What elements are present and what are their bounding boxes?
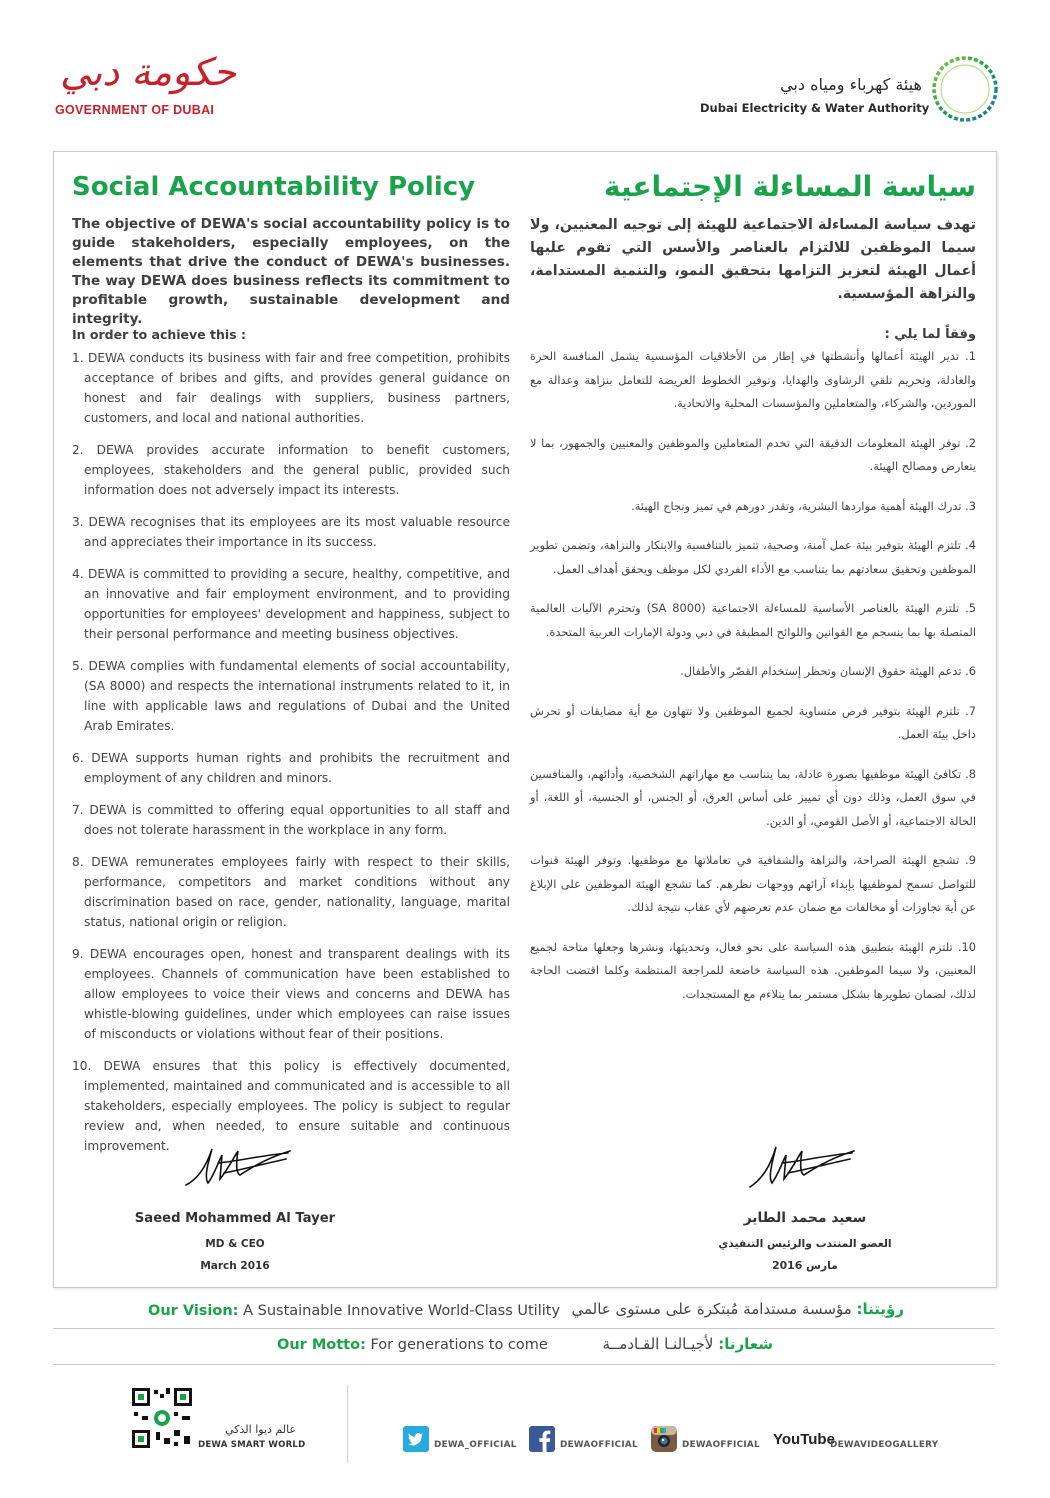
motto-english — [277, 1337, 548, 1353]
divider — [53, 1328, 995, 1329]
list-item: 3. تدرك الهيئة أهمية مواردها البشرية، وتقدر دورهم في تميز ونجاح الهيئة. — [631, 498, 976, 513]
twitter-icon — [403, 1426, 429, 1452]
vision-text: A Sustainable Innovative World-Class Utility — [238, 1303, 561, 1319]
signatory-name-arabic: سعيد محمد الطاير — [743, 1210, 867, 1226]
signatory-date-english: March 2016 — [200, 1260, 270, 1272]
youtube-handle: DEWAVIDEOGALLERY — [830, 1440, 939, 1450]
list-item: 5. DEWA complies with fundamental elements of social accountability, (SA 8000) and respects the international instruments related to it, in line with applicable laws and regulations of Dubai and the United Arab Emirates. — [72, 659, 510, 733]
list-item: 8. DEWA remunerates employees fairly with respect to their skills, performance, competitors and market conditions without any discrimination based on race, gender, nationality, language, marital status, national origin or religion. — [72, 855, 510, 929]
list-item: 2. توفر الهيئة المعلومات الدقيقة التي تخدم المتعاملين والموظفين والمعنيين والجمهور، بما لا يتعارض ومصالح الهيئة. — [530, 435, 976, 473]
list-item: 1. تدير الهيئة أعمالها وأنشطتها في إطار من الأخلاقيات المؤسسية يشمل المنافسة الحرة والعادلة، وتحريم تلقي الرشاوى والهدايا، وتوفير الخطوط العريضة للتعامل بنزاهة وعدالة مع الموردين، والشركاء، والمتعاملين والمؤسسات المحلية والاتحادية. — [530, 349, 976, 410]
youtube-logo-you: YouTube — [773, 1431, 835, 1448]
list-item: 9. تشجع الهيئة الصراحة، والنزاهة والشفافية في تعاملاتها مع موظفيها. وتوفر الهيئة قنوات للتواصل تسمح لموظفيها بإبداء آرائهم ووجهات نظرهم. كما تشجع الهيئة الموظفين على الإبلاغ عن أية تجاوزات أو مخالفات مع ضمان عدم تعرضهم لأي عقاب نتيجة لذلك. — [530, 853, 976, 914]
list-item: 10. DEWA ensures that this policy is effectively documented, implemented, maintained and communicated and is accessible to all stakeholders, especially employees. The policy is subject to regular review and, when needed, to ensure suitable and continuous improvement. — [72, 1059, 510, 1153]
dewa-name-english: Dubai Electricity & Water Authority — [700, 101, 930, 115]
list-item: 4. تلتزم الهيئة بتوفير بيئة عمل آمنة، وصحية، تتميز بالتنافسية والابتكار والنزاهة، وتضمن تطوير الموظفين وتحقيق سعادتهم بما يتناسب مع الأداء الفردي لكل موظف ويحقق أهداف العمل. — [530, 538, 976, 576]
vision-label: رؤيتنا: — [856, 1300, 904, 1318]
instagram-handle: DEWAOFFICIAL — [682, 1440, 760, 1450]
title-english: Social Accountability Policy — [72, 172, 476, 202]
signatory-name-english: Saeed Mohammed Al Tayer — [134, 1211, 336, 1226]
list-item: 2. DEWA provides accurate information to benefit customers, employees, stakeholders and the general public, provided such information does not adversely impact its interests. — [72, 443, 510, 497]
list-item: 9. DEWA encourages open, honest and transparent dealings with its employees. Channels of communication have been established to allow employees to voice their views and concerns and DEWA has whistle-blowing guidelines, under which employees can raise issues of misconducts or violations without fear of their positions. — [72, 947, 510, 1041]
twitter-handle: DEWA_OFFICIAL — [434, 1440, 517, 1450]
divider — [347, 1385, 348, 1463]
twitter-link[interactable] — [403, 1426, 517, 1452]
signature-image — [742, 1133, 862, 1193]
list-item: 1. DEWA conducts its business with fair and free competition, prohibits acceptance of bribes and gifts, and provides general guidance on honest and fair dealings with suppliers, business partners, customers, and local and national authorities. — [72, 351, 510, 425]
motto-label: Our Motto: — [277, 1337, 366, 1353]
youtube-icon — [773, 1426, 835, 1452]
instagram-icon — [651, 1426, 677, 1452]
motto-label: شعارنا: — [718, 1335, 773, 1353]
youtube-link[interactable] — [773, 1426, 938, 1452]
list-item: 10. تلتزم الهيئة بتطبيق هذه السياسة على نحو فعال، وتحديثها، ونشرها وجعلها متاحة لجميع المعنيين، ولا سيما الموظفين. هذه السياسة خاضعة للمراجعة المنتظمة وكلما اقتضت الحاجة لذلك، لضمان تطويرها بشكل مستمر بما يتلاءم مع المستجدات. — [530, 939, 976, 1001]
qr-code-icon[interactable] — [130, 1386, 194, 1450]
facebook-link[interactable] — [529, 1426, 638, 1452]
lead-paragraph-english: The objective of DEWA's social accountability policy is to guide stakeholders, especially employees, on the elements that drive the conduct of DEWA's businesses. The way DEWA does business reflects its commitment to profitable growth, sustainable development and integrity. — [72, 216, 510, 327]
motto-text: For generations to come — [365, 1337, 548, 1353]
vision-arabic — [560, 1300, 904, 1318]
motto-arabic — [540, 1335, 773, 1353]
vision-label: Our Vision: — [148, 1303, 239, 1319]
list-item: 3. DEWA recognises that its employees are its most valuable resource and appreciates their importance in its success. — [72, 515, 510, 549]
list-item: 8. تكافئ الهيئة موظفيها بصورة عادلة، بما يتناسب مع مهاراتهم الشخصية، وأدائهم، والمنافسين في سوق العمل، وذلك دون أي تمييز على أساس العرق، أو الجنس، أو الجنسية، أو اللغة، أو الحالة الاجتماعية، أو الأصل القومي، أو الدين. — [530, 766, 976, 828]
signatory-role-english: MD & CEO — [205, 1238, 265, 1250]
vision-text: مؤسسة مستدامة مُبتكرة على مستوى عالمي — [571, 1300, 857, 1318]
signatory-date-arabic: مارس 2016 — [772, 1259, 838, 1272]
title-arabic: سياسة المساءلة الإجتماعية — [603, 170, 976, 203]
signature-image — [178, 1133, 298, 1193]
dewa-logo-icon — [928, 52, 1002, 126]
list-item: 6. DEWA supports human rights and prohibits the recruitment and employment of any children and minors. — [72, 751, 510, 785]
subheading-arabic: وفقاً لما يلي : — [884, 327, 976, 342]
lead-paragraph-arabic: تهدف سياسة المساءلة الاجتماعية للهيئة إلى توجيه المعنيين، ولا سيما الموظفين للالتزام بالعناصر والأسس التي تقوم عليها أعمال الهيئة لتعزيز التزامها بتحقيق النمو، والتنمية المستدامة، والنزاهة المؤسسية. — [530, 217, 976, 302]
motto-text: لأجيـالنـا القـادمــة — [602, 1335, 719, 1353]
gov-logo-english: GOVERNMENT OF DUBAI — [55, 103, 215, 117]
vision-english — [148, 1303, 560, 1319]
instagram-link[interactable] — [651, 1426, 760, 1452]
list-item: 6. تدعم الهيئة حقوق الإنسان وتحظر إستخدام القصّر والأطفال. — [680, 664, 976, 678]
smart-world-english: DEWA SMART WORLD — [198, 1440, 306, 1450]
list-item: 7. DEWA is committed to offering equal opportunities to all staff and does not tolerate harassment in the workplace in any form. — [72, 803, 510, 837]
facebook-handle: DEWAOFFICIAL — [560, 1440, 638, 1450]
signatory-role-arabic: العضو المنتدب والرئيس التنفيذي — [718, 1237, 892, 1250]
policy-list-english — [72, 348, 510, 1156]
divider — [53, 1364, 995, 1365]
list-item: 5. تلتزم الهيئة بالعناصر الأساسية للمساءلة الاجتماعية (SA 8000) وتحترم الآليات العالمية المتصلة بها بما ينسجم مع القوانين واللوائح المطبقة في دبي ودولة الإمارات العربية المتحدة. — [530, 601, 977, 639]
dewa-name-arabic: هيئة كهرباء ومياه دبي — [780, 75, 922, 94]
policy-list-arabic — [530, 345, 976, 1006]
facebook-icon — [529, 1426, 555, 1452]
gov-logo-arabic: حكومة دبي — [60, 50, 237, 94]
list-item: 7. تلتزم الهيئة بتوفير فرص متساوية لجميع الموظفين ولا تتهاون مع أية مضايقات أو تحرش داخل بيئة العمل. — [530, 703, 976, 741]
smart-world-arabic: عالم ديوا الذكي — [225, 1423, 296, 1436]
subheading-english: In order to achieve this : — [72, 327, 246, 342]
list-item: 4. DEWA is committed to providing a secure, healthy, competitive, and an innovative and fair employment environment, and to providing opportunities for employees' development and happiness, subject to their personal performance and meeting business objectives. — [72, 567, 510, 641]
